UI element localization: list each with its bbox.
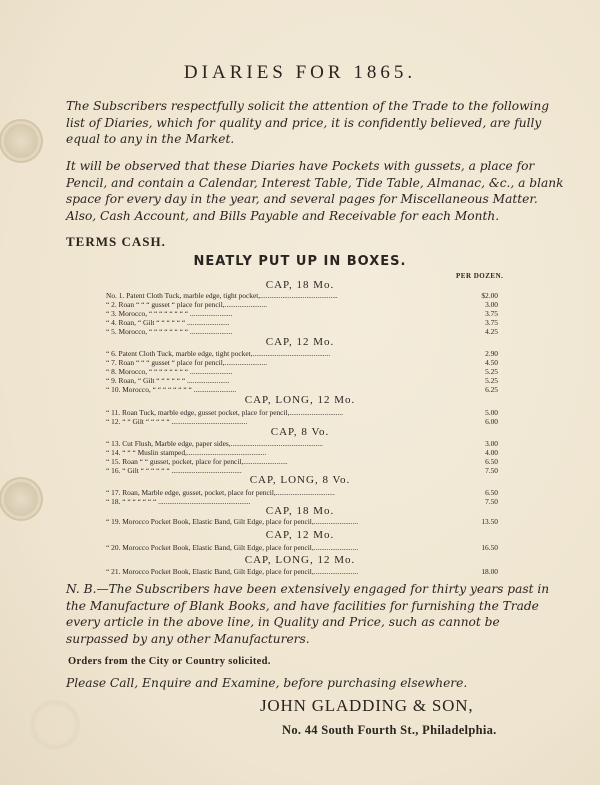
section-heading: CAP, 12 Mo. [265,529,335,541]
item-price: 16.50 [481,543,498,552]
item-price: 3.00 [485,439,498,448]
item-price: 4.25 [485,327,498,336]
item-price: 18.00 [481,567,498,576]
terms-line: TERMS CASH. [66,234,166,249]
item-price: $2.00 [481,291,498,300]
item-price: 6.50 [485,457,498,466]
item-description: “ 14. “ “ “ Muslin stamped,........................................... [106,448,267,457]
item-price: 5.25 [485,376,498,385]
item-price: 3.00 [485,300,498,309]
item-description: “ 11. Roan Tuck, marble edge, gusset pocket, place for pencil,............................. [106,408,343,417]
item-price: 7.50 [485,466,498,475]
item-price: 5.25 [485,367,498,376]
item-description: No. 1. Patent Cloth Tuck, marble edge, tight pocket,.......................................... [106,291,338,300]
item-price: 3.75 [485,318,498,327]
item-description: “ 2. Roan “ “ “ gusset “ place for pencil,....................... [106,300,268,309]
section-heading: CAP, 18 Mo. [265,279,335,291]
item-price: 5.00 [485,408,498,417]
document-title: DIARIES FOR 1865. [183,62,417,83]
section-heading: CAP, 12 Mo. [265,336,335,348]
intro-paragraph: The Subscribers respectfully solicit the attention of the Trade to the following list of Diaries, which for quality and price, it is confidently believed, are fully equal to any in the Market. [66,99,550,146]
item-price: 3.75 [485,309,498,318]
item-price: 6.25 [485,385,498,394]
section-heading: CAP, LONG, 8 Vo. [249,474,351,486]
item-description: “ 15. Roan “ “ gusset, pocket, place for pencil,........................ [106,457,288,466]
section-heading: CAP, 8 Vo. [270,426,330,438]
price-column-label: PER DOZEN. [456,272,504,280]
item-description: “ 5. Morocco, “ “ “ “ “ “ “ “ ....................... [106,327,233,336]
item-description: “ 9. Roan, “ Gilt “ “ “ “ “ “ ....................... [106,376,230,385]
embossed-stamp [30,700,80,750]
call-line: Please Call, Enquire and Examine, before purchasing elsewhere. [66,676,468,690]
paper-seal-top [4,124,38,158]
boxes-heading: NEATLY PUT UP IN BOXES. [193,254,407,269]
item-description: “ 13. Cut Flush, Marble edge, paper sides,.................................................. [106,439,323,448]
item-price: 13.50 [481,517,498,526]
item-description: “ 3. Morocco, “ “ “ “ “ “ “ “ ....................... [106,309,233,318]
item-price: 7.50 [485,497,498,506]
item-description: “ 10. Morocco, “ “ “ “ “ “ “ “ ....................... [106,385,237,394]
item-price: 4.00 [485,448,498,457]
item-description: “ 8. Morocco, “ “ “ “ “ “ “ “ ....................... [106,367,233,376]
item-description: “ 21. Morocco Pocket Book, Elastic Band, Gilt Edge, place for pencil,........................ [106,567,359,576]
section-heading: CAP, LONG, 12 Mo. [244,394,356,406]
item-description: “ 18. “ “ “ “ “ “ “ .................................................. [106,497,251,506]
section-heading: CAP, LONG, 12 Mo. [244,554,356,566]
item-description: “ 20. Morocco Pocket Book, Elastic Band, Gilt Edge, place for pencil,........................ [106,543,359,552]
item-description: “ 7. Roan “ “ “ gusset “ place for pencil,....................... [106,358,268,367]
section-heading: CAP, 18 Mo. [265,505,335,517]
item-description: “ 19. Morocco Pocket Book, Elastic Band, Gilt Edge, place for pencil,........................ [106,517,359,526]
item-price: 2.90 [485,349,498,358]
item-price: 4.50 [485,358,498,367]
item-price: 6.50 [485,488,498,497]
firm-address: No. 44 South Fourth St., Philadelphia. [282,723,497,737]
orders-line: Orders from the City or Country solicited. [68,656,271,667]
features-paragraph: It will be observed that these Diaries have Pockets with gussets, a place for Pencil, and contain a Calendar, Interest Table, Tide Table, Almanac, &c., a blank space for every day in the year, and several pages for Miscellaneous Matter. Also, Cash Account, and Bills Payable and Receivable for each Month. [66,159,564,223]
item-description: “ 17. Roan, Marble edge, gusset, pocket, place for pencil,................................ [106,488,335,497]
nb-paragraph: N. B.—The Subscribers have been extensively engaged for thirty years past in the Manufacture of Blank Books, and have facilities for furnishing the Trade every article in the above line, in Quality and Price, such as cannot be surpassed by any other Manufacturers. [66,582,550,646]
item-price: 6.00 [485,417,498,426]
item-description: “ 16. “ Gilt “ “ “ “ “ “ ...................................... [106,466,242,475]
item-description: “ 6. Patent Cloth Tuck, marble edge, tight pocket,.......................................... [106,349,331,358]
firm-name: JOHN GLADDING & SON, [260,696,474,715]
item-description: “ 12. “ “ Gilt “ “ “ “ “ ......................................... [106,417,248,426]
item-description: “ 4. Roan, “ Gilt “ “ “ “ “ “ ....................... [106,318,230,327]
